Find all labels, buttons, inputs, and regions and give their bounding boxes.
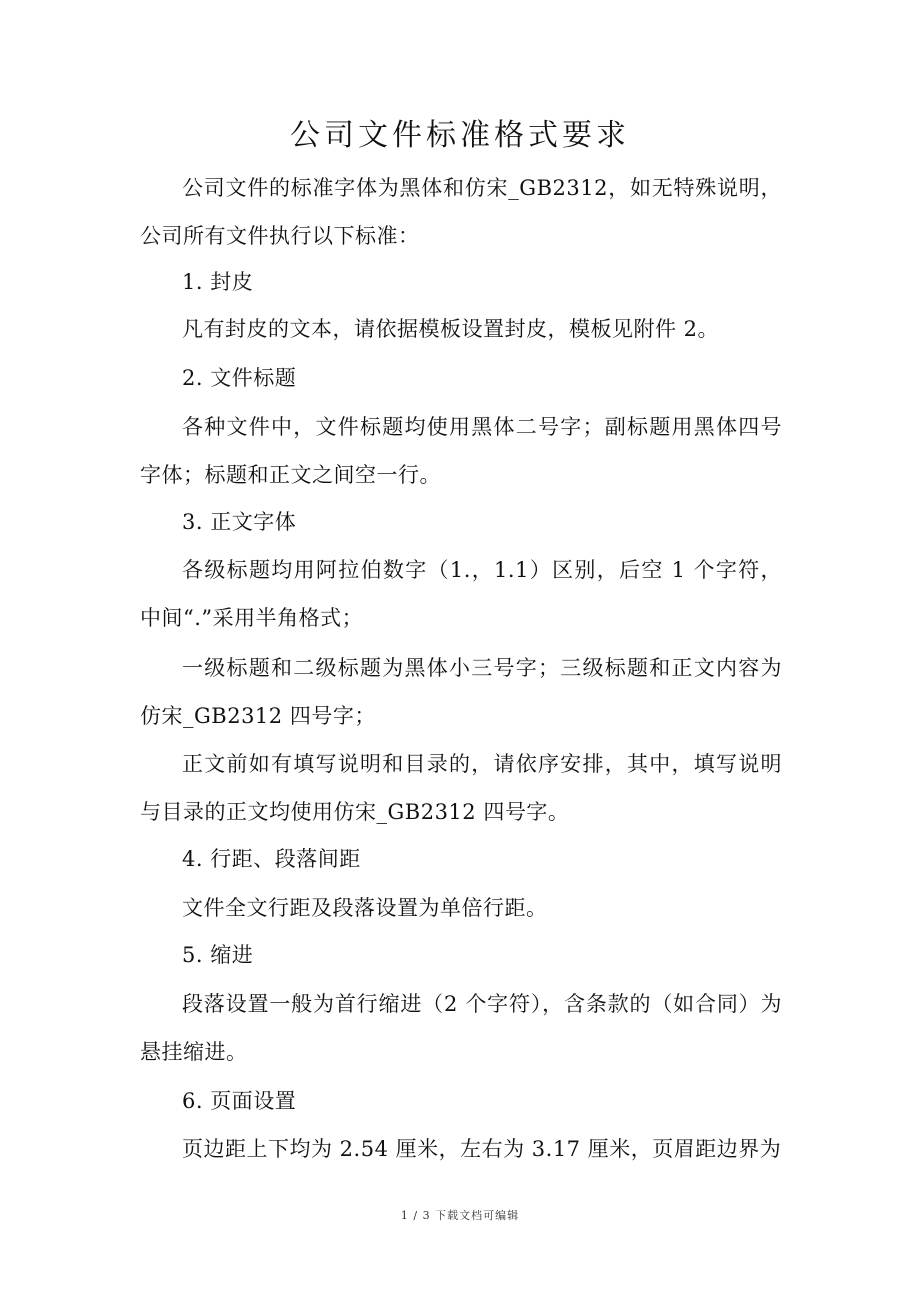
cover-paragraph: 凡有封皮的文本，请依据模板设置封皮，模板见附件 2。 xyxy=(182,317,720,341)
page-setup-paragraph: 页边距上下均为 2.54 厘米，左右为 3.17 厘米，页眉距边界为 xyxy=(182,1137,782,1161)
title-paragraph: 各种文件中，文件标题均使用黑体二号字；副标题用黑体四号字体；标题和正文之间空一行。 xyxy=(140,415,782,487)
heading-numbering-paragraph: 各级标题均用阿拉伯数字（1.，1.1）区别，后空 1 个字符，中间“.”采用半角格式； xyxy=(140,558,782,630)
section-heading-page-setup: 6. 页面设置 xyxy=(182,1089,297,1113)
heading-fonts-paragraph: 一级标题和二级标题为黑体小三号字；三级标题和正文内容为仿宋_GB2312 四号字； xyxy=(140,656,782,728)
document-title: 公司文件标准格式要求 xyxy=(290,118,630,153)
section-heading-body-font: 3. 正文字体 xyxy=(182,510,297,534)
indent-paragraph: 段落设置一般为首行缩进（2 个字符），含条款的（如合同）为悬挂缩进。 xyxy=(140,992,782,1064)
spacing-paragraph: 文件全文行距及段落设置为单倍行距。 xyxy=(182,896,548,920)
section-heading-indent: 5. 缩进 xyxy=(182,943,254,967)
intro-paragraph: 公司文件的标准字体为黑体和仿宋_GB2312，如无特殊说明，公司所有文件执行以下标准： xyxy=(140,176,782,248)
section-heading-cover: 1. 封皮 xyxy=(182,270,254,294)
page-footer: 1 / 3 下载文档可编辑 xyxy=(400,1209,520,1222)
toc-paragraph: 正文前如有填写说明和目录的，请依序安排，其中，填写说明与目录的正文均使用仿宋_GB2312 四号字。 xyxy=(140,752,782,824)
section-heading-spacing: 4. 行距、段落间距 xyxy=(182,847,361,871)
section-heading-title: 2. 文件标题 xyxy=(182,366,297,390)
